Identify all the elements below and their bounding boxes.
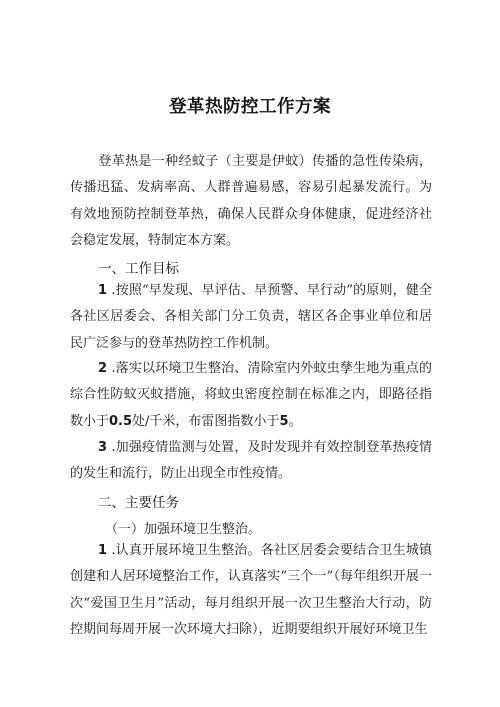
- item-text: .加强疫情监测与处置，及时发现并有效控制登革热疫情的发生和流行，防止出现全市性疫情。: [70, 440, 432, 482]
- breteau-index-value: 5: [279, 413, 289, 429]
- item-text: .认真开展环境卫生整治。各社区居委会要结合卫生城镇创建和人居环境整治工作，认真落实“三个一”（每年组织开展一次“爱国卫生月”活动，每月组织开展一次卫生整治大行动，防控期间每周开展一次环境大扫除），近期要组织开展好环境卫生: [70, 543, 432, 638]
- section-1-heading: 一、工作目标: [98, 261, 179, 277]
- document-title: 登革热防控工作方案: [169, 97, 331, 117]
- section-2-heading: 二、主要任务: [98, 495, 179, 511]
- item-number: 1: [98, 283, 108, 298]
- item-text-b: 处/千米，布雷图指数小于: [132, 413, 280, 429]
- section-1-item-1: [70, 278, 432, 357]
- section-2-subheading: （一）加强环境卫生整治。: [105, 522, 262, 537]
- item-number: 2: [98, 361, 108, 376]
- section-1-item-3: [70, 435, 432, 488]
- item-text-c: 。: [288, 413, 302, 429]
- section-2-item-1: [70, 538, 432, 644]
- section-1-item-2: [70, 356, 432, 435]
- item-text: .按照“早发现、早评估、早预警、早行动”的原则，健全各社区居委会、各相关部门分工负责，辖区各企事业单位和居民广泛参与的登革热防控工作机制。: [70, 283, 432, 351]
- item-number: 1: [98, 543, 108, 558]
- intro-text: 登革热是一种经蚊子（主要是伊蚊）传播的急性传染病，传播迅猛、发病率高、人群普遍易感，容易引起暴发流行。为有效地预防控制登革热，确保人民群众身体健康，促进经济社会稳定发展，特制定本方案。: [70, 154, 432, 249]
- item-text: .落实以环境卫生整治、清除室内外蚊虫孳生地为重点的综合性防蚊灭蚊措施，将蚊虫密度控制在标准之内，即路径指数小于: [70, 361, 432, 429]
- item-number: 3: [98, 440, 108, 455]
- path-index-value: 0.5: [109, 413, 133, 429]
- intro-paragraph: [70, 149, 432, 255]
